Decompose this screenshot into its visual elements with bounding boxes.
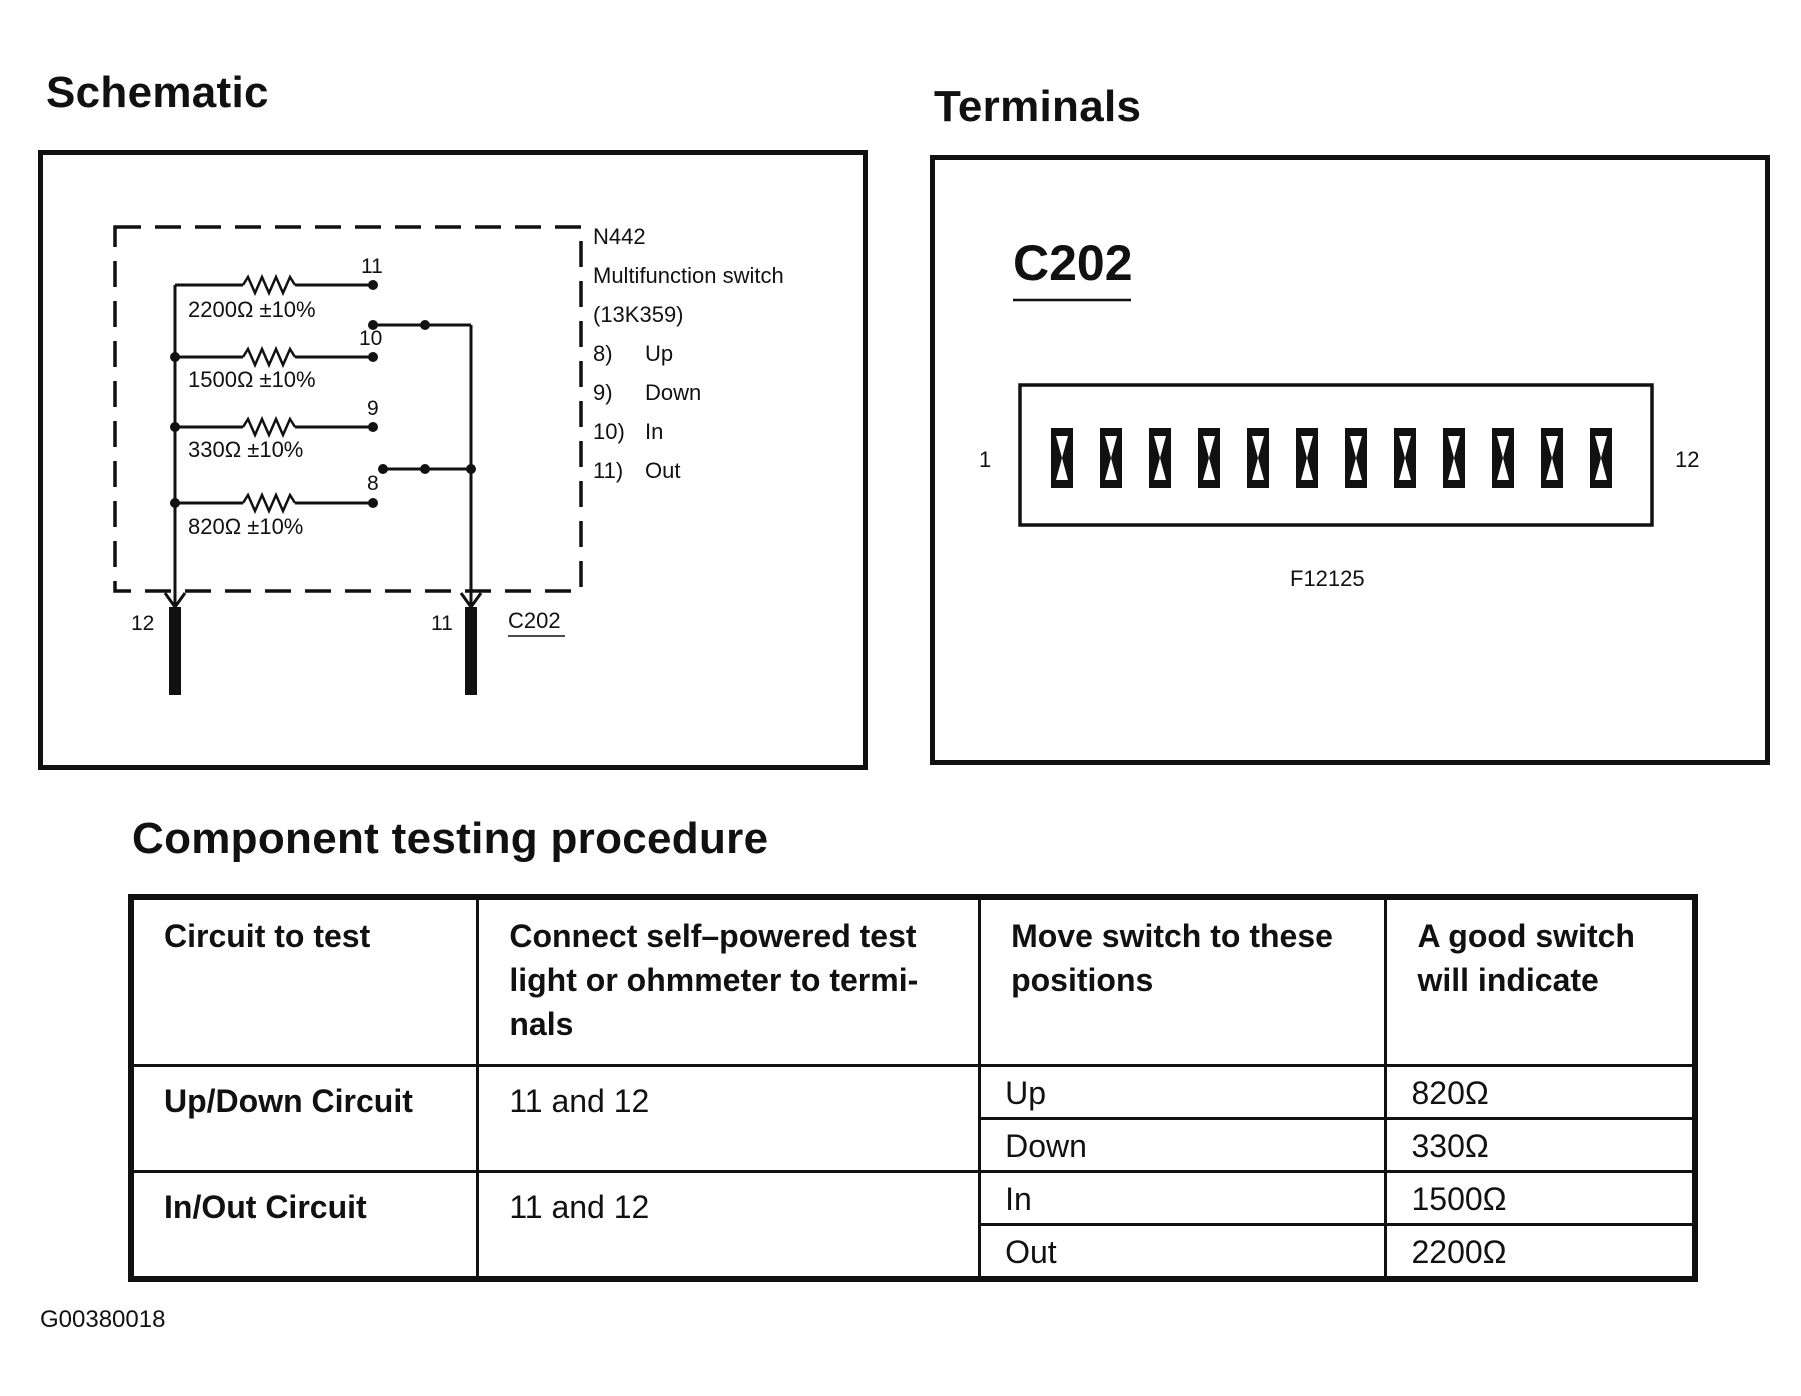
part-number: (13K359): [593, 302, 684, 327]
connector-pin-8: [1394, 428, 1416, 488]
switch-contact-lower: [378, 464, 476, 474]
pin-number: 9: [367, 397, 379, 420]
terminals-diagram: [935, 160, 1765, 760]
column-header: A good switch will indicate: [1386, 897, 1695, 1066]
position-cell: Up: [980, 1066, 1386, 1119]
resistor-value: 330Ω ±10%: [188, 437, 304, 462]
column-header: Connect self–powered test light or ohmmeter to termi- nals: [478, 897, 980, 1066]
circuit-cell: Up/Down Circuit: [131, 1066, 478, 1172]
pin-legend-label: Up: [645, 341, 674, 366]
pin-legend-label: Down: [645, 380, 702, 405]
resistor-icon: [243, 277, 295, 293]
terminals-heading: Terminals: [934, 82, 1142, 131]
position-cell: In: [980, 1172, 1386, 1225]
pin-number: 8: [367, 472, 379, 495]
pin-number: 10: [359, 327, 383, 350]
connector-pin-9: [1443, 428, 1465, 488]
connector-pin-label: 12: [131, 612, 155, 635]
position-cell: Down: [980, 1119, 1386, 1172]
table-header-row: [131, 897, 1695, 1066]
connector-pin-7: [1345, 428, 1367, 488]
connector-pin-4: [1198, 428, 1220, 488]
switch-contact-upper: [368, 320, 471, 330]
last-pin-label: 12: [1675, 447, 1700, 472]
reading-cell: 820Ω: [1386, 1066, 1695, 1119]
pin-legend-label: Out: [645, 458, 681, 483]
pin-legend-num: 10): [593, 419, 625, 444]
column-header: Circuit to test: [131, 897, 478, 1066]
figure-code: F12125: [1290, 566, 1365, 591]
pin-number: 11: [361, 255, 383, 278]
component-id: N442: [593, 224, 646, 249]
reading-cell: 330Ω: [1386, 1119, 1695, 1172]
terminals-cell: 11 and 12: [478, 1066, 980, 1172]
connector-pin-label: 11: [431, 612, 453, 635]
resistor-icon: [243, 419, 295, 435]
schematic-panel: [38, 150, 868, 770]
connector-pin-1: [1051, 428, 1073, 488]
component-boundary: [115, 227, 581, 591]
connector-pin-5: [1247, 428, 1269, 488]
figure-id: G00380018: [40, 1306, 166, 1333]
component-name: Multifunction switch: [593, 263, 784, 288]
pin-legend-num: 11): [593, 458, 624, 483]
resistor-icon: [243, 349, 295, 365]
reading-cell: 1500Ω: [1386, 1172, 1695, 1225]
pin-legend-num: 9): [593, 380, 613, 405]
connector-pin-2: [1100, 428, 1122, 488]
connector-pin-6: [1296, 428, 1318, 488]
connector-pin-10: [1492, 428, 1514, 488]
resistor-value: 1500Ω ±10%: [188, 367, 316, 392]
resistor-icon: [243, 495, 295, 511]
connector-pin-11: [461, 593, 481, 695]
resistor-row-11: [175, 277, 378, 293]
resistor-value: 820Ω ±10%: [188, 514, 304, 539]
reading-cell: 2200Ω: [1386, 1225, 1695, 1280]
resistor-row-9: [175, 419, 378, 435]
pin-legend-num: 8): [593, 341, 613, 366]
schematic-heading: Schematic: [46, 68, 269, 117]
connector-pin-12: [165, 593, 185, 695]
connector-pin-3: [1149, 428, 1171, 488]
circuit-cell: In/Out Circuit: [131, 1172, 478, 1280]
table-row: [131, 1172, 1695, 1225]
connector-pin-11: [1541, 428, 1563, 488]
procedure-heading: Component testing procedure: [132, 814, 769, 863]
connector-label: C202: [508, 608, 561, 633]
connector-pin-12: [1590, 428, 1612, 488]
resistor-row-10: [175, 349, 378, 365]
position-cell: Out: [980, 1225, 1386, 1280]
pin-legend-label: In: [645, 419, 664, 444]
resistor-value: 2200Ω ±10%: [188, 297, 316, 322]
terminals-panel: [930, 155, 1770, 765]
resistor-row-8: [175, 495, 378, 511]
procedure-table: [128, 894, 1698, 1282]
connector-title: C202: [1013, 235, 1133, 291]
schematic-diagram: [43, 155, 863, 765]
terminals-cell: 11 and 12: [478, 1172, 980, 1280]
first-pin-label: 1: [979, 447, 992, 472]
column-header: Move switch to these positions: [980, 897, 1386, 1066]
table-row: [131, 1066, 1695, 1119]
